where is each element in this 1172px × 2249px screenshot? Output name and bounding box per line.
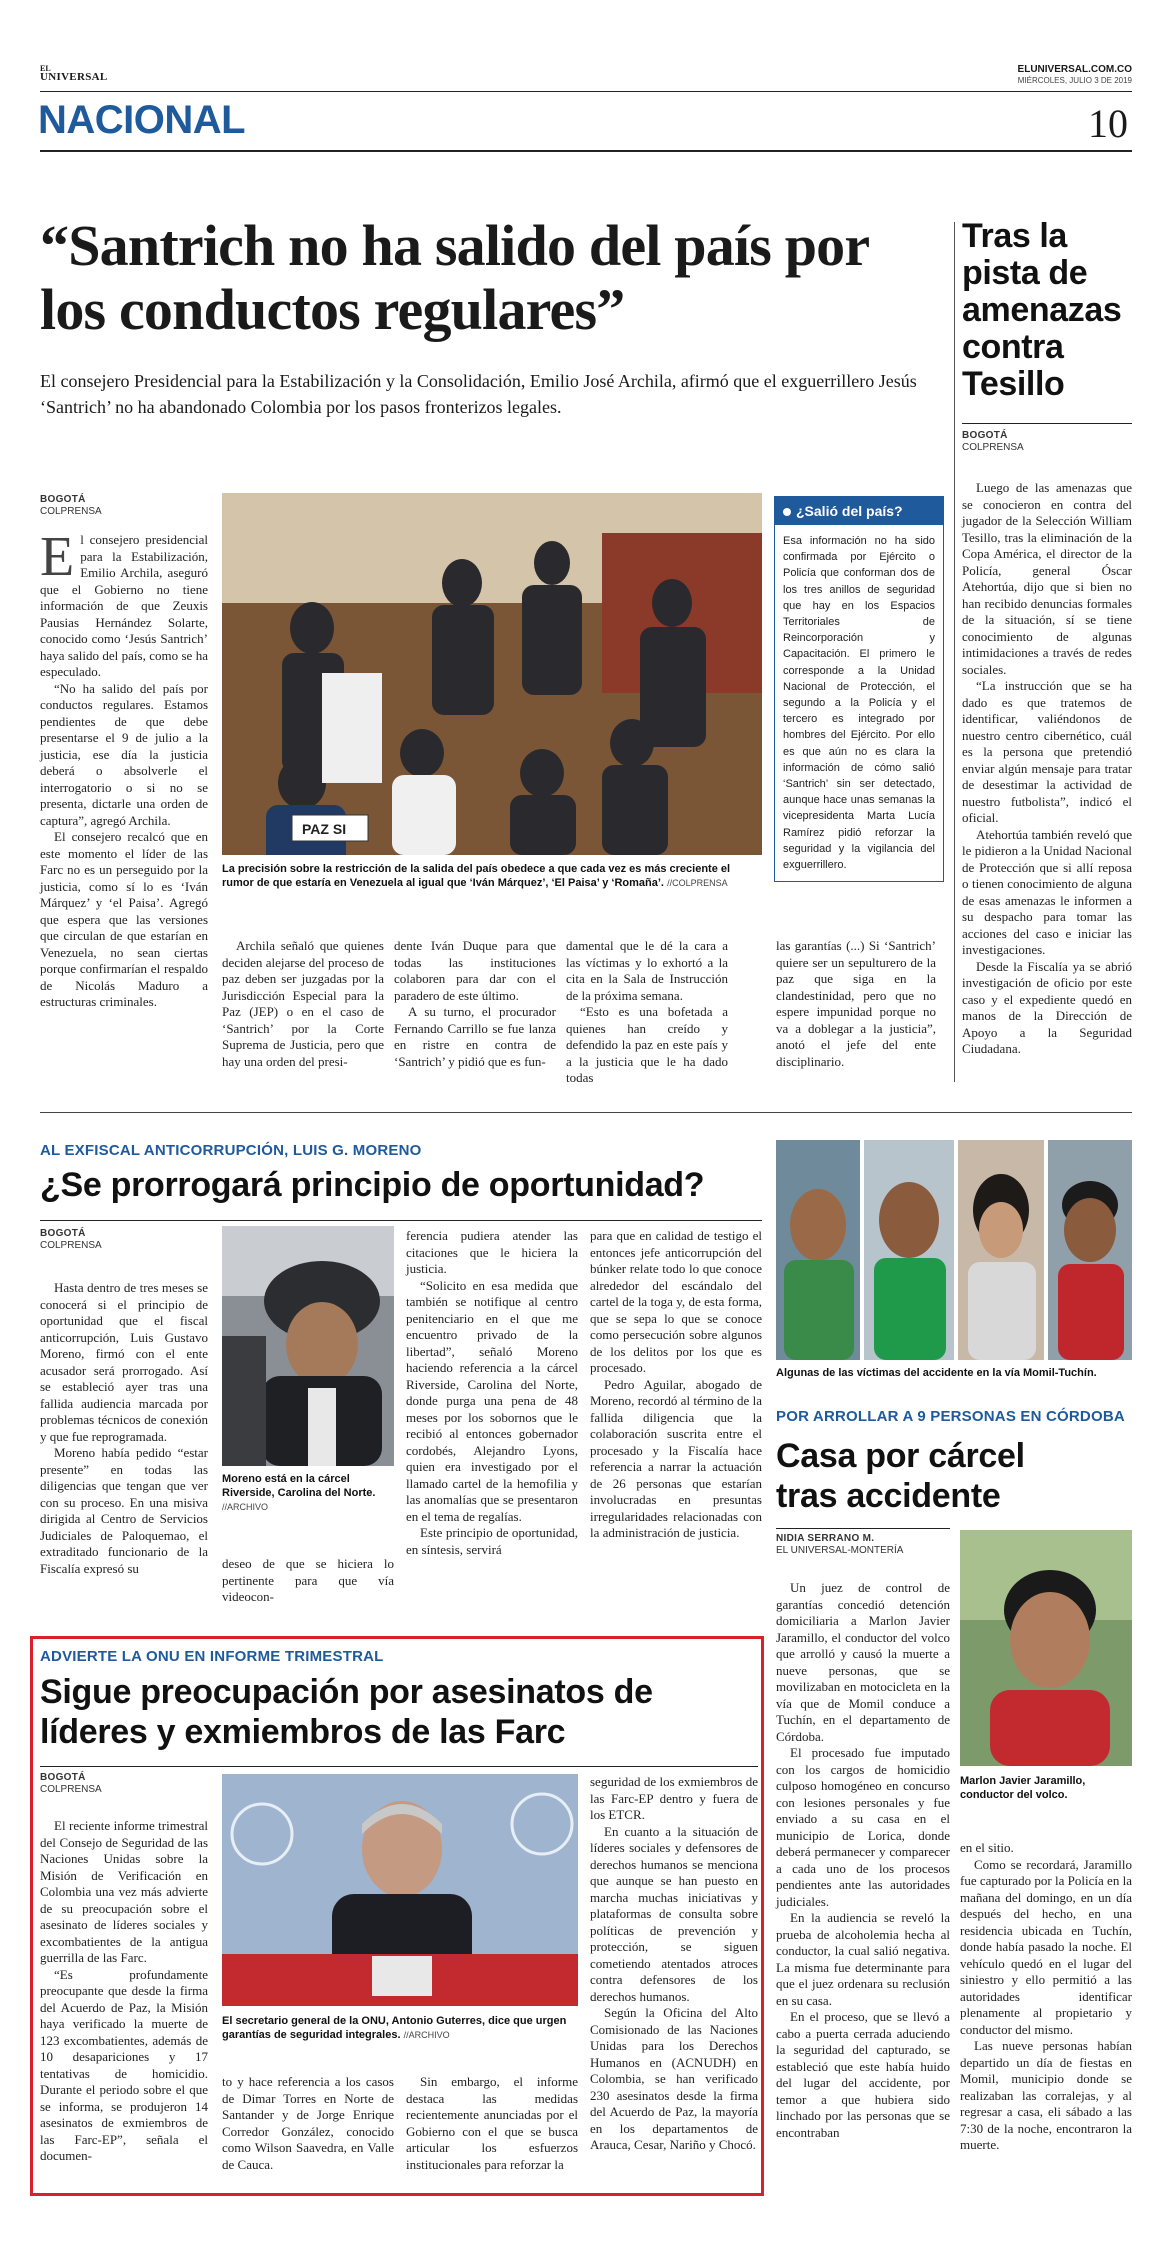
onu-col2-bottom: [222, 2074, 394, 2173]
byline-name: NIDIA SERRANO M.: [776, 1533, 875, 1544]
paragraph: Un juez de control de garantías concedió detención domiciliaria a Marlon Javier Jaramillo, el conductor del volco que arrolló y causó la muerte a nueve personas, que se movilizaban en motocicleta en la vía que de Momil conduce a Tuchín, en el departamento de Córdoba.: [776, 1580, 950, 1744]
page-number: 10: [1088, 101, 1128, 146]
paragraph: A su turno, el procurador Fernando Carrillo se fue lanza en ristre en contra de ‘Santrich’ y pidió que es fun-: [394, 1004, 556, 1069]
cordoba-col1: [776, 1580, 950, 2141]
onu-kicker: ADVIERTE LA ONU EN INFORME TRIMESTRAL: [40, 1648, 384, 1665]
section-rule: [40, 150, 1132, 152]
victims-photo: [776, 1140, 1132, 1360]
paragraph: “No ha salido del país por conductos regulares. Estamos pendientes de que debe presentarse el 9 de julio a la justicia, ese día la justicia deberá o absolverle el interrogatorio o si no se presenta, dictarle una orden de captura”, agregó Archila.: [40, 680, 208, 828]
right-body: [962, 480, 1132, 1058]
moreno-rule: [40, 1220, 762, 1221]
sidebar-box-title: ¿Salió del país?: [796, 503, 903, 519]
lead-photo: [222, 493, 762, 855]
paragraph: ferencia pudiera atender las citaciones que le hiciera la justicia.: [406, 1228, 578, 1276]
masthead-logo[interactable]: [40, 64, 108, 82]
moreno-col3: [406, 1228, 578, 1558]
paragraph: en el sitio.: [960, 1840, 1014, 1855]
lead-byline: [40, 494, 200, 518]
paragraph: Sin embargo, el informe destaca las medidas recientemente anunciadas por el Gobierno con el que se busca articular los esfuerzos institucionales para reforzar la: [406, 2074, 578, 2172]
paragraph: En el proceso, que se llevó a cabo a puerta cerrada aduciendo la seguridad del capturado, se estableció que este había huido del lugar del accidente, por temor a que hubiera sido linchado por las personas que se encontraban: [776, 2009, 950, 2140]
paragraph: “Solicito en esa medida que también se notifique al centro penitenciario en el que me encuentro privado de la libertad”, señaló Moreno haciendo referencia a la cárcel Riverside, Carolina del Norte, donde purga una pena de 48 meses por los sobornos que le recibió al entonces gobernador cordobés, Alejandro Lyons, quien era investigado por el llamado cartel de la hemofilia y las anomalías que se presentaron en el tema de regalías.: [406, 1277, 578, 1524]
byline-place: BOGOTÁ: [962, 430, 1008, 441]
lead-photo-art: [222, 493, 762, 855]
sidebar-box: [774, 496, 944, 882]
paragraph: Archila señaló que quienes deciden alejarse del proceso de paz deben ser juzgadas por la Jurisdicción Especial para la Paz (JEP) o en el caso de ‘Santrich’ por la Corte Suprema de Justicia, pero que hay una orden del presi-: [222, 938, 384, 1069]
onu-headline[interactable]: Sigue preocupación por asesinatos de líderes y exmiembros de las Farc: [40, 1673, 653, 1751]
photo-credit: //ARCHIVO: [222, 1502, 269, 1512]
paragraph: las garantías (...) Si ‘Santrich’ quiere ser un sepulturero de la paz que siga en la clandestinidad, pero que no espere impunidad porque no va a doblegar a la justicia”, anotó el jefe del ente disciplinario.: [776, 938, 936, 1069]
moreno-kicker: AL EXFISCAL ANTICORRUPCIÓN, LUIS G. MORENO: [40, 1142, 422, 1159]
guterres-photo: [222, 1774, 578, 2006]
victims-caption: Algunas de las víctimas del accidente en la vía Momil-Tuchín.: [776, 1367, 1097, 1379]
byline-agency: COLPRENSA: [40, 506, 102, 517]
caption-text: La precisión sobre la restricción de la salida del país obedece a que cada vez es más creciente el rumor de que estaría en Venezuela al igual que ‘Iván Márquez’, ‘El Paisa’ y ‘Romaña’.: [222, 863, 731, 889]
protest-sign-text: PAZ SI: [302, 821, 347, 837]
lead-col1: [40, 526, 208, 1011]
paragraph: El procesado fue imputado con los cargos de homicidio culposo homogéneo en concurso con lesiones personales y fue enviado a su casa en el municipio de Lorica, donde deberá permanecer y comparecer a cada uno de los procesos pendientes ante las autoridades judiciales.: [776, 1745, 950, 1909]
paragraph: Pedro Aguilar, abogado de Moreno, recordó al término de la fallida diligencia que la colaboración suscrita entre el procesado y la Fiscalía hace referencia a narrar la actuación de 26 personas que estarían involucradas en presuntas irregularidades relacionadas con la administración de justicia.: [590, 1376, 762, 1540]
paragraph: Moreno había pedido “estar presente” en todas las diligencias que tengan que ver con su proceso. En una misiva dirigida al Centro de Servicios Judiciales de Paloquemao, el extraditado funcionario de la Fiscalía expresó su: [40, 1445, 208, 1576]
paragraph: Hasta dentro de tres meses se conocerá si el principio de oportunidad que el fiscal anticorrupción, Luis Gustavo Moreno, firmó con el ente acusador será prorrogado. Así se estableció ayer tras una fallida audiencia marcada por problemas técnicos de conexión y que fue reprogramada.: [40, 1280, 208, 1444]
horizontal-divider: [40, 1112, 1132, 1113]
onu-byline: [40, 1772, 200, 1796]
byline-agency: COLPRENSA: [962, 442, 1024, 453]
jaramillo-photo: [960, 1530, 1132, 1766]
drop-cap: E: [40, 526, 75, 588]
moreno-col4: [590, 1228, 762, 1542]
paragraph: damental que le dé la cara a las víctimas y lo exhortó a la cita en la Sala de Instrucción de la próxima semana.: [566, 938, 728, 1003]
caption-text: El secretario general de la ONU, Antonio Guterres, dice que urgen garantías de seguridad integrales.: [222, 2015, 567, 2041]
lead-col3: [394, 938, 556, 1070]
paragraph: para que en calidad de testigo el entonces jefe anticorrupción del búnker relate todo lo que conoce alrededor del escándalo del cartel de la toga y, de esta forma, que se sepa lo que se conoce como persecución sobre algunos de los delitos por los que es procesado.: [590, 1228, 762, 1375]
sidebar-box-header: [775, 497, 943, 525]
sidebar-box-text: Esa información no ha sido confirmada por Ejército o Policía que conforman dos de los tres anillos de seguridad que hay en los Espacios Territoriales de Reincorporación y Capacitación. El primero le corresponde a la Unidad Nacional de Protección, el segundo a la Policía y el tercero es integrado por hombres del Ejército. Por ello es que aún no es clara la información de cómo salió ‘Santrich’ sin ser detectado, aunque hace unas semanas la vicepresidenta Marta Lucía Ramírez pidió reforzar la seguridad y la vigilancia del exguerrillero.: [783, 535, 935, 872]
lead-headline[interactable]: “Santrich no ha salido del país por los conductos regulares”: [40, 213, 869, 342]
paragraph: Como se recordará, Jaramillo fue capturado por la Policía en la mañana del domingo, en un día después del hecho, en una residencia ubicada en Tuchín, donde había pasado la noche. El vehículo quedó en el lugar del siniestro y ello permitió a las autoridades identificar plenamente al propietario y conductor del mismo.: [960, 1856, 1132, 2037]
guterres-photo-art: [222, 1774, 578, 2006]
paragraph: Este principio de oportunidad, en síntesis, servirá: [406, 1525, 578, 1557]
paragraph: Las nueve personas habían departido un día de fiestas en Momil, municipio donde se realizaban las corralejas, y al regresar a casa, eli sábado a las 7:30 de la noche, encontraron la muerte.: [960, 2038, 1132, 2152]
paragraph: “Esto es una bofetada a quienes han creído y defendido la paz en este país y a la justicia que le ha dado todas: [566, 1004, 728, 1085]
onu-col4: [590, 1774, 758, 2154]
issue-date: MIÉRCOLES, JULIO 3 DE 2019: [1017, 76, 1132, 85]
paragraph: Atehortúa también reveló que le pidieron a la Unidad Nacional de Protección que si allí reposa o tienen conocimiento de alguna de esas amenazas le informen a su despacho para tomar las acciones del caso e iniciar las investigaciones.: [962, 826, 1132, 957]
site-url[interactable]: ELUNIVERSAL.COM.CO: [1017, 64, 1132, 75]
header-rule: [40, 91, 1132, 92]
byline-agency: EL UNIVERSAL-MONTERÍA: [776, 1545, 904, 1556]
caption-text: Moreno está en la cárcel Riverside, Carolina del Norte.: [222, 1473, 376, 1499]
paragraph: En la audiencia se reveló la prueba de alcoholemia hecha al conductor, la cual salió negativa. La misma fue determinante para que el juez ordenara su reclusión en su casa.: [776, 1910, 950, 2008]
byline-agency: COLPRENSA: [40, 1784, 102, 1795]
jaramillo-caption: Marlon Javier Jaramillo, conductor del volco.: [960, 1775, 1086, 1801]
photo-credit: //ARCHIVO: [403, 2030, 450, 2040]
guterres-caption: [222, 2014, 574, 2042]
lead-col4: [566, 938, 728, 1087]
lead-col5: [776, 938, 936, 1070]
jaramillo-photo-art: [960, 1530, 1132, 1766]
moreno-photo: [222, 1226, 394, 1466]
paragraph: Luego de las amenazas que se conocieron en contra del jugador de la Selección William Tesillo, tras la eliminación de la Copa América, el director de la Policía, general Óscar Atehortúa, dijo que si bien no han recibido denuncias formales de la situación, sí se tiene conocimiento de algunas intimidaciones a través de redes sociales.: [962, 480, 1132, 677]
paragraph: dente Iván Duque para que todas las instituciones colaboren para dar con el paradero de este último.: [394, 938, 556, 1003]
byline-place: BOGOTÁ: [40, 494, 86, 505]
paragraph: l consejero presidencial para la Estabilización, Emilio Archila, aseguró que el Gobierno no tiene información de que Zeuxis Pausias Hernández Solarte, conocido como ‘Jesús Santrich’ haya salido del país, como se ha especulado.: [40, 532, 208, 679]
paragraph: deseo de que se hiciera lo pertinente para que vía videocon-: [222, 1556, 394, 1604]
moreno-byline: [40, 1228, 200, 1252]
moreno-caption: [222, 1472, 390, 1514]
byline-agency: COLPRENSA: [40, 1240, 102, 1251]
lead-deck: El consejero Presidencial para la Estabilización y la Consolidación, Emilio José Archila, afirmó que el exguerrillero Jesús ‘Santrich’ no ha abandonado Colombia por los pasos fronterizos legales.: [40, 371, 917, 417]
paragraph: seguridad de los exmiembros de las Farc-EP dentro y fuera de los ETCR.: [590, 1774, 758, 1822]
paragraph: El reciente informe trimestral del Consejo de Seguridad de las Naciones Unidas sobre la Misión de Verificación en Colombia una vez más advierte de su preocupación sobre el asesinato de líderes sociales y excombatientes de la antigua guerrilla de las Farc.: [40, 1818, 208, 1965]
paragraph: En cuanto a la situación de líderes sociales y defensores de derechos humanos se menciona que aunque se han puesto en marcha muchas iniciativas y plataformas de consulta sobre políticas de prevención y protección, se siguen cometiendo atentados atroces contra defensores de los derechos humanos.: [590, 1823, 758, 2004]
paragraph: to y hace referencia a los casos de Dimar Torres en Norte de Santander y de Jorge Enrique Corredor González, conocido como Wilson Saavedra, en Valle de Cauca.: [222, 2074, 394, 2172]
onu-col3-bottom: [406, 2074, 578, 2173]
paragraph: Desde la Fiscalía ya se abrió investigación de oficio por este caso y el expediente quedó en manos de la Dirección de Apoyo a la Seguridad Ciudadana.: [962, 958, 1132, 1056]
photo-credit: //COLPRENSA: [667, 878, 728, 888]
paragraph: Según la Oficina del Alto Comisionado de las Naciones Unidas para los Derechos Humanos en (ACNUDH) en Colombia, se han verificado 230 asesinatos desde la firma del Acuerdo de Paz, la mayoría en los departamentos de Arauca, Cesar, Nariño y Chocó.: [590, 2005, 758, 2152]
cordoba-byline: [776, 1533, 950, 1557]
cordoba-kicker: POR ARROLLAR A 9 PERSONAS EN CÓRDOBA: [776, 1408, 1125, 1425]
right-byline: [962, 430, 1132, 454]
bullet-icon: [783, 508, 791, 516]
moreno-headline[interactable]: ¿Se prorrogará principio de oportunidad?: [40, 1166, 705, 1204]
right-headline[interactable]: Tras la pista de amenazas contra Tesillo: [962, 217, 1122, 403]
lead-col2: [222, 938, 384, 1070]
moreno-photo-art: [222, 1226, 394, 1466]
right-byline-rule: [962, 423, 1132, 424]
column-rule: [954, 222, 955, 1082]
lead-photo-caption: [222, 862, 762, 890]
moreno-col1: [40, 1280, 208, 1577]
cordoba-col2: [960, 1840, 1132, 2154]
logo-bottom: UNIVERSAL: [40, 71, 108, 83]
cordoba-rule: [776, 1528, 950, 1529]
byline-place: BOGOTÁ: [40, 1772, 86, 1783]
cordoba-headline[interactable]: Casa por cárcel tras accidente: [776, 1437, 1025, 1515]
onu-rule: [40, 1766, 758, 1767]
paragraph: “Es profundamente preocupante que desde la firma del Acuerdo de Paz, la Misión haya verificado la muerte de 123 excombatientes, además de 10 desapariciones y 17 tentativas de homicidio. Durante el periodo sobre el que se informa, se produjeron 14 asesinatos de exmiembros de las Farc-EP”, señala el documen-: [40, 1966, 208, 2163]
byline-place: BOGOTÁ: [40, 1228, 86, 1239]
logo-top: EL: [40, 64, 51, 73]
paragraph: “La instrucción que se ha dado es que tratemos de identificar, valiéndonos de nuestro centro cibernético, cuál es la persona que pretendió enviar algún mensaje para tratar de desestimar la actividad de nuestro futbolista”, indicó el oficial.: [962, 678, 1132, 825]
moreno-col2-bottom: [222, 1556, 394, 1606]
paragraph: El consejero recalcó que en este momento el líder de las Farc no es un perseguido por la justicia, como sí lo es ‘Iván Márquez’ y ‘el Paisa’. Agregó que espera que las versiones que circulan de que estarían en Venezuela, no sean ciertas porque confirmarían el respaldo de Nicolás Maduro a estructuras criminales.: [40, 829, 208, 1009]
victims-photo-art: [776, 1140, 1132, 1360]
onu-col1: [40, 1818, 208, 2165]
section-title: NACIONAL: [38, 98, 246, 142]
